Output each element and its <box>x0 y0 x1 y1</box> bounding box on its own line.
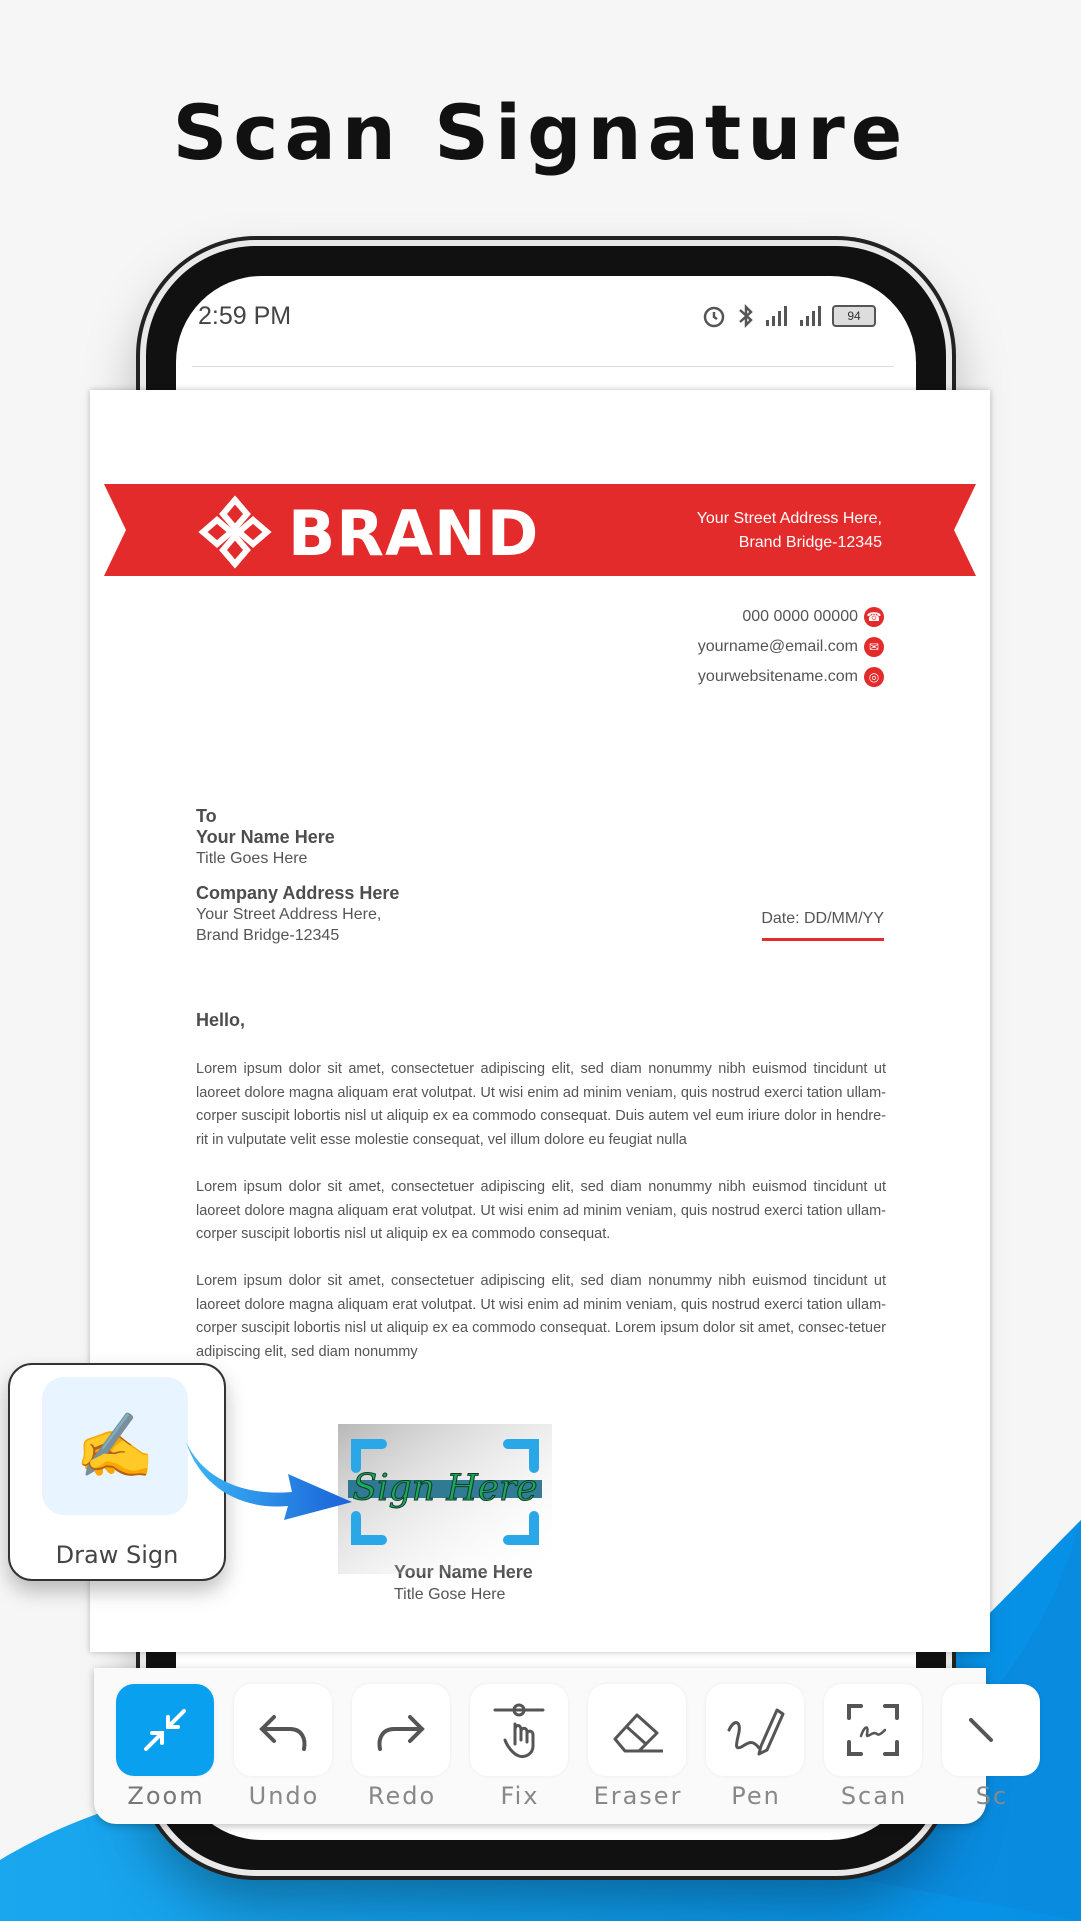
screen-top-bar <box>192 366 894 391</box>
tool-redo-label: Redo <box>367 1782 437 1810</box>
tool-fix[interactable] <box>470 1684 570 1818</box>
company-line1: Your Street Address Here, <box>196 906 382 923</box>
scan-icon <box>824 1684 922 1776</box>
ribbon-address-line2: Brand Bridge-12345 <box>738 534 882 551</box>
tool-fix-label: Fix <box>500 1782 540 1810</box>
tool-zoom-label: Zoom <box>127 1782 205 1810</box>
eraser-icon <box>588 1684 686 1776</box>
battery-indicator: 94 <box>832 305 876 327</box>
tool-scan[interactable] <box>824 1684 924 1818</box>
brand-logo-icon <box>195 492 275 572</box>
pen-icon <box>706 1684 804 1776</box>
body-paragraph-2: Lorem ipsum dolor sit amet, consectetuer adipiscing elit, sed diam nonummy nibh euismod tincidunt ut laoreet dolore magna aliquam erat volutpat. Ut wisi enim ad minim veniam, quis nostrud exerci tation ullam-corper suscipit lobortis nisl ut aliquip ex ea commodo consequat. <box>196 1179 886 1242</box>
website-text: yourwebsitename.com <box>697 668 858 685</box>
globe-icon: ◎ <box>864 667 884 687</box>
body-paragraph-1: Lorem ipsum dolor sit amet, consectetuer adipiscing elit, sed diam nonummy nibh euismod tincidunt ut laoreet dolore magna aliquam erat volutpat. Ut wisi enim ad minim veniam, quis nostrud exerci tation ullam-corper suscipit lobortis nisl ut aliquip ex ea commodo consequat. Duis autem vel eum iriure dolor in hendre-rit in vulputate velit esse molestie consequat, vel illum dolore eu feugiat nulla <box>196 1061 886 1148</box>
ribbon-address <box>697 507 882 555</box>
greeting: Hello, <box>196 1010 246 1030</box>
tool-redo[interactable] <box>352 1684 452 1818</box>
tool-eraser[interactable] <box>588 1684 688 1818</box>
fix-icon <box>470 1684 568 1776</box>
tool-undo[interactable] <box>234 1684 334 1818</box>
signal-icon <box>764 304 790 328</box>
tool-pen[interactable] <box>706 1684 806 1818</box>
mail-icon: ✉ <box>864 637 884 657</box>
status-time: 2:59 PM <box>198 302 292 330</box>
redo-icon <box>352 1684 450 1776</box>
company-label: Company Address Here <box>196 883 400 903</box>
phone-icon: ☎ <box>864 607 884 627</box>
recipient-title: Title Goes Here <box>196 850 308 867</box>
status-icons <box>700 300 876 332</box>
sign-here-badge[interactable] <box>338 1424 552 1574</box>
page-headline: Scan Signature <box>172 88 909 177</box>
date-underline <box>762 938 884 941</box>
to-label: To <box>196 806 217 826</box>
hand-writing-icon: ✍ <box>42 1377 188 1515</box>
chevron-icon <box>942 1684 1040 1776</box>
phone-text: 000 0000 00000 <box>742 608 858 625</box>
tool-scan-label: Scan <box>840 1782 908 1810</box>
tool-undo-label: Undo <box>248 1782 320 1810</box>
contact-block <box>698 602 884 692</box>
contact-website <box>698 662 884 692</box>
bluetooth-icon <box>736 302 756 330</box>
tool-more-label: Sc <box>975 1782 1009 1810</box>
date-text: Date: DD/MM/YY <box>761 910 884 927</box>
editor-toolbar <box>94 1668 1009 1824</box>
tool-more[interactable] <box>942 1684 1042 1818</box>
recipient-block <box>196 806 399 946</box>
email-text: yourname@email.com <box>697 638 858 655</box>
undo-icon <box>234 1684 332 1776</box>
sign-here-text: Sign Here <box>352 1468 538 1509</box>
contact-email <box>698 632 884 662</box>
signer-title: Title Gose Here <box>394 1586 506 1603</box>
ribbon-address-line1: Your Street Address Here, <box>696 510 882 527</box>
zoom-icon <box>116 1684 214 1776</box>
tool-pen-label: Pen <box>731 1782 781 1810</box>
draw-sign-label: Draw Sign <box>55 1541 179 1569</box>
recipient-name: Your Name Here <box>196 827 335 847</box>
alarm-icon <box>700 302 728 330</box>
body-paragraph-3: Lorem ipsum dolor sit amet, consectetuer adipiscing elit, sed diam nonummy nibh euismod tincidunt ut laoreet dolore magna aliquam erat volutpat. Ut wisi enim ad minim veniam, quis nostrud exerci tation ullam-corper suscipit lobortis nisl ut aliquip ex ea commodo consequat. Lorem ipsum dolor sit amet, consec-tetuer adipiscing elit, sed diam nonummy <box>196 1273 886 1360</box>
signal-icon-2 <box>798 304 824 328</box>
curved-arrow-icon <box>184 1440 354 1520</box>
contact-phone <box>698 602 884 632</box>
tool-eraser-label: Eraser <box>593 1782 683 1810</box>
brand-name: BRAND <box>288 497 540 570</box>
company-line2: Brand Bridge-12345 <box>196 927 340 944</box>
tool-zoom[interactable] <box>116 1684 216 1818</box>
